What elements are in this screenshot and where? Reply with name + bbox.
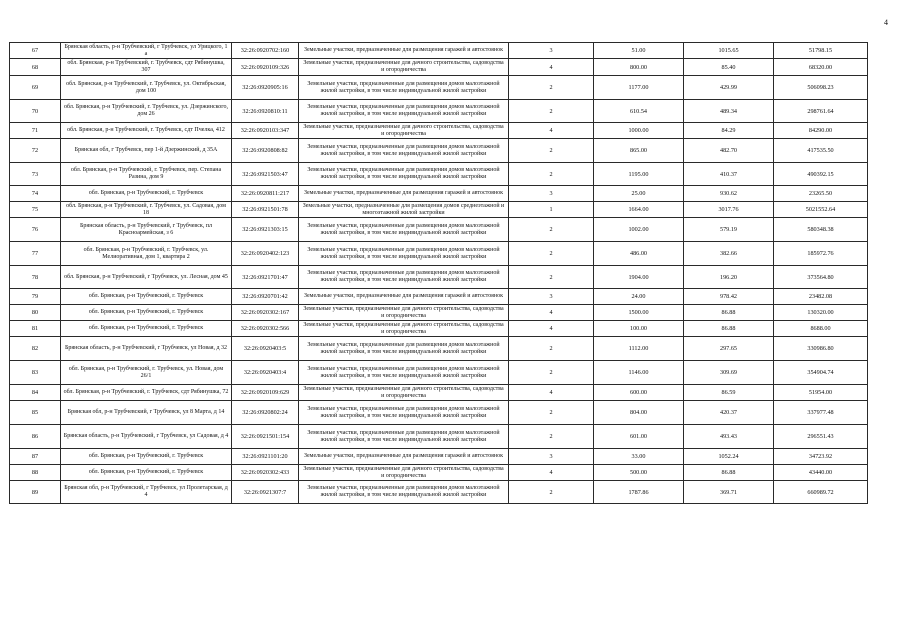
cadastral-number-cell: 32:26:0920702:160 bbox=[232, 43, 299, 59]
address-cell: Брянская область, р-н Трубчевский, г Трубчевск, ул Садовая, д 4 bbox=[61, 425, 232, 449]
specific-value-cell: 420.37 bbox=[684, 401, 774, 425]
address-cell: обл. Брянская, р-н Трубчевский, г. Трубчевск bbox=[61, 465, 232, 481]
table-row bbox=[10, 186, 868, 202]
address-cell: Брянская область, р-н Трубчевский, г Трубчевск, пл Красноармейская, з 6 bbox=[61, 218, 232, 242]
row-number-cell: 77 bbox=[10, 242, 61, 266]
row-number-cell: 82 bbox=[10, 337, 61, 361]
row-number-cell: 89 bbox=[10, 481, 61, 504]
land-use-cell: Земельные участки, предназначенные для дачного строительства, садоводства и огородничества bbox=[299, 321, 509, 337]
table-row bbox=[10, 43, 868, 59]
cadastral-number-cell: 32:26:0921501:78 bbox=[232, 202, 299, 218]
row-number-cell: 85 bbox=[10, 401, 61, 425]
specific-value-cell: 3017.76 bbox=[684, 202, 774, 218]
area-cell: 24.00 bbox=[594, 289, 684, 305]
group-number-cell: 3 bbox=[509, 43, 594, 59]
address-cell: Брянская обл, р-н Трубчевский, г Трубчевск, ул Пролетарская, д 4 bbox=[61, 481, 232, 504]
land-use-cell: Земельные участки, предназначенные для дачного строительства, садоводства и огородничества bbox=[299, 465, 509, 481]
address-cell: обл. Брянская, р-н Трубчевский, г. Трубчевск, сдт Рябинушка, 72 bbox=[61, 385, 232, 401]
land-use-cell: Земельные участки, предназначенные для размещения домов малоэтажной жилой застройки, в том числе индивидуальной жилой застройки bbox=[299, 100, 509, 123]
table-row bbox=[10, 321, 868, 337]
group-number-cell: 4 bbox=[509, 59, 594, 76]
cadastral-cost-cell: 5021552.64 bbox=[774, 202, 868, 218]
row-number-cell: 88 bbox=[10, 465, 61, 481]
address-cell: обл. Брянская, р-н Трубчевский, г. Трубчевск bbox=[61, 289, 232, 305]
cadastral-cost-cell: 185972.76 bbox=[774, 242, 868, 266]
cadastral-cost-cell: 660989.72 bbox=[774, 481, 868, 504]
table-row bbox=[10, 163, 868, 186]
group-number-cell: 2 bbox=[509, 100, 594, 123]
specific-value-cell: 489.34 bbox=[684, 100, 774, 123]
specific-value-cell: 493.43 bbox=[684, 425, 774, 449]
cadastral-number-cell: 32:26:0920109:326 bbox=[232, 59, 299, 76]
table-row bbox=[10, 337, 868, 361]
cadastral-number-cell: 32:26:0920402:123 bbox=[232, 242, 299, 266]
row-number-cell: 69 bbox=[10, 76, 61, 100]
row-number-cell: 72 bbox=[10, 139, 61, 163]
address-cell: обл. Брянская, р-н Трубчевский, г. Трубчевск, ул. Новая, дом 26/1 bbox=[61, 361, 232, 385]
specific-value-cell: 297.65 bbox=[684, 337, 774, 361]
land-use-cell: Земельные участки, предназначенные для размещения гаражей и автостоянок bbox=[299, 289, 509, 305]
specific-value-cell: 930.62 bbox=[684, 186, 774, 202]
cadastral-number-cell: 32:26:0920302:566 bbox=[232, 321, 299, 337]
cadastral-number-cell: 32:26:0920103:347 bbox=[232, 123, 299, 139]
land-use-cell: Земельные участки, предназначенные для размещения домов малоэтажной жилой застройки, в том числе индивидуальной жилой застройки bbox=[299, 266, 509, 289]
cadastral-cost-cell: 51798.15 bbox=[774, 43, 868, 59]
cadastral-cost-cell: 337977.48 bbox=[774, 401, 868, 425]
specific-value-cell: 482.70 bbox=[684, 139, 774, 163]
specific-value-cell: 978.42 bbox=[684, 289, 774, 305]
area-cell: 1195.00 bbox=[594, 163, 684, 186]
table-row bbox=[10, 76, 868, 100]
cadastral-number-cell: 32:26:0920811:217 bbox=[232, 186, 299, 202]
address-cell: обл. Брянская, р-н Трубчевский, г. Трубчевск, сдт Рябинушка, 307 bbox=[61, 59, 232, 76]
cadastral-cost-cell: 298761.64 bbox=[774, 100, 868, 123]
cadastral-cost-cell: 68320.00 bbox=[774, 59, 868, 76]
address-cell: Брянская область, р-н Трубчевский, г Трубчевск, ул Новая, д 32 bbox=[61, 337, 232, 361]
group-number-cell: 2 bbox=[509, 481, 594, 504]
specific-value-cell: 309.69 bbox=[684, 361, 774, 385]
address-cell: обл. Брянская, р-н Трубчевский, г. Трубчевск, ул. Октябрьская, дом 100 bbox=[61, 76, 232, 100]
land-use-cell: Земельные участки, предназначенные для размещения домов малоэтажной жилой застройки, в том числе индивидуальной жилой застройки bbox=[299, 425, 509, 449]
cadastral-number-cell: 32:26:0921307:7 bbox=[232, 481, 299, 504]
group-number-cell: 2 bbox=[509, 361, 594, 385]
specific-value-cell: 196.20 bbox=[684, 266, 774, 289]
table-row bbox=[10, 401, 868, 425]
address-cell: обл. Брянская, р-н Трубчевский, г. Трубчевск, ул. Садовая, дом 18 bbox=[61, 202, 232, 218]
table-row bbox=[10, 449, 868, 465]
cadastral-number-cell: 32:26:0920808:82 bbox=[232, 139, 299, 163]
specific-value-cell: 429.99 bbox=[684, 76, 774, 100]
cadastral-number-cell: 32:26:0921501:154 bbox=[232, 425, 299, 449]
cadastral-cost-cell: 34723.92 bbox=[774, 449, 868, 465]
cadastral-cost-cell: 417535.50 bbox=[774, 139, 868, 163]
table-row bbox=[10, 242, 868, 266]
address-cell: обл. Брянская, р-н Трубчевский, г. Трубчевск, пер. Степана Разина, дом 9 bbox=[61, 163, 232, 186]
row-number-cell: 81 bbox=[10, 321, 61, 337]
area-cell: 600.00 bbox=[594, 385, 684, 401]
row-number-cell: 87 bbox=[10, 449, 61, 465]
cadastral-number-cell: 32:26:0920302:433 bbox=[232, 465, 299, 481]
address-cell: обл. Брянская, р-н Трубчевский, г. Трубчевск bbox=[61, 321, 232, 337]
row-number-cell: 84 bbox=[10, 385, 61, 401]
address-cell: обл. Брянская, р-н Трубчевский, г. Трубчевск, ул. Мелиоративная, дом 1, квартира 2 bbox=[61, 242, 232, 266]
row-number-cell: 79 bbox=[10, 289, 61, 305]
group-number-cell: 2 bbox=[509, 337, 594, 361]
cadastral-cost-cell: 373564.80 bbox=[774, 266, 868, 289]
address-cell: Брянская обл, г Трубчевск, пер 1-й Дзержинский, д 35А bbox=[61, 139, 232, 163]
cadastral-number-cell: 32:26:0920302:167 bbox=[232, 305, 299, 321]
land-use-cell: Земельные участки, предназначенные для размещения домов малоэтажной жилой застройки, в том числе индивидуальной жилой застройки bbox=[299, 361, 509, 385]
cadastral-number-cell: 32:26:0921503:47 bbox=[232, 163, 299, 186]
group-number-cell: 4 bbox=[509, 321, 594, 337]
table-row bbox=[10, 361, 868, 385]
specific-value-cell: 86.88 bbox=[684, 305, 774, 321]
land-use-cell: Земельные участки, предназначенные для дачного строительства, садоводства и огородничества bbox=[299, 385, 509, 401]
cadastral-cost-cell: 8688.00 bbox=[774, 321, 868, 337]
area-cell: 1787.86 bbox=[594, 481, 684, 504]
specific-value-cell: 1052.24 bbox=[684, 449, 774, 465]
address-cell: обл. Брянская, р-н Трубчевский, г Трубчевск, ул. Лесная, дом 45 bbox=[61, 266, 232, 289]
page-number: 4 bbox=[884, 18, 888, 27]
area-cell: 486.00 bbox=[594, 242, 684, 266]
cadastral-cost-cell: 51954.00 bbox=[774, 385, 868, 401]
specific-value-cell: 85.40 bbox=[684, 59, 774, 76]
area-cell: 865.00 bbox=[594, 139, 684, 163]
land-use-cell: Земельные участки, предназначенные для размещения домов малоэтажной жилой застройки, в том числе индивидуальной жилой застройки bbox=[299, 139, 509, 163]
group-number-cell: 4 bbox=[509, 465, 594, 481]
address-cell: Брянская обл, р-н Трубчевский, г Трубчевск, ул 8 Марта, д 14 bbox=[61, 401, 232, 425]
area-cell: 601.00 bbox=[594, 425, 684, 449]
row-number-cell: 74 bbox=[10, 186, 61, 202]
group-number-cell: 3 bbox=[509, 289, 594, 305]
cadastral-cost-cell: 23265.50 bbox=[774, 186, 868, 202]
cadastral-cost-cell: 506098.23 bbox=[774, 76, 868, 100]
group-number-cell: 2 bbox=[509, 266, 594, 289]
group-number-cell: 2 bbox=[509, 218, 594, 242]
cadastral-number-cell: 32:26:0921303:15 bbox=[232, 218, 299, 242]
table-row bbox=[10, 139, 868, 163]
group-number-cell: 4 bbox=[509, 123, 594, 139]
row-number-cell: 67 bbox=[10, 43, 61, 59]
cadastral-number-cell: 32:26:0920403:4 bbox=[232, 361, 299, 385]
land-use-cell: Земельные участки, предназначенные для дачного строительства, садоводства и огородничества bbox=[299, 305, 509, 321]
group-number-cell: 3 bbox=[509, 186, 594, 202]
table-row bbox=[10, 289, 868, 305]
table-row bbox=[10, 266, 868, 289]
land-use-cell: Земельные участки, предназначенные для размещения домов малоэтажной жилой застройки, в том числе индивидуальной жилой застройки bbox=[299, 76, 509, 100]
area-cell: 1664.00 bbox=[594, 202, 684, 218]
land-use-cell: Земельные участки, предназначенные для размещения домов малоэтажной жилой застройки, в том числе индивидуальной жилой застройки bbox=[299, 401, 509, 425]
cadastral-number-cell: 32:26:0920802:24 bbox=[232, 401, 299, 425]
land-use-cell: Земельные участки, предназначенные для размещения домов малоэтажной жилой застройки, в том числе индивидуальной жилой застройки bbox=[299, 218, 509, 242]
cadastral-number-cell: 32:26:0920701:42 bbox=[232, 289, 299, 305]
land-use-cell: Земельные участки, предназначенные для размещения гаражей и автостоянок bbox=[299, 449, 509, 465]
area-cell: 100.00 bbox=[594, 321, 684, 337]
cadastral-cost-cell: 580348.38 bbox=[774, 218, 868, 242]
area-cell: 1002.00 bbox=[594, 218, 684, 242]
address-cell: Брянская область, р-н Трубчевский, г Трубчевск, ул Урицкого, 1 а bbox=[61, 43, 232, 59]
land-use-cell: Земельные участки, предназначенные для дачного строительства, садоводства и огородничества bbox=[299, 59, 509, 76]
group-number-cell: 2 bbox=[509, 401, 594, 425]
address-cell: обл. Брянская, р-н Трубчевский, г. Трубчевск bbox=[61, 449, 232, 465]
area-cell: 25.00 bbox=[594, 186, 684, 202]
land-use-cell: Земельные участки, предназначенные для размещения домов среднеэтажной и многоэтажной жилой застройки bbox=[299, 202, 509, 218]
specific-value-cell: 86.59 bbox=[684, 385, 774, 401]
address-cell: обл. Брянская, р-н Трубчевский, г. Трубчевск bbox=[61, 186, 232, 202]
row-number-cell: 78 bbox=[10, 266, 61, 289]
cadastral-cost-cell: 296551.43 bbox=[774, 425, 868, 449]
group-number-cell: 4 bbox=[509, 305, 594, 321]
row-number-cell: 80 bbox=[10, 305, 61, 321]
group-number-cell: 2 bbox=[509, 242, 594, 266]
group-number-cell: 1 bbox=[509, 202, 594, 218]
land-plots-table bbox=[9, 42, 868, 504]
area-cell: 1177.00 bbox=[594, 76, 684, 100]
area-cell: 804.00 bbox=[594, 401, 684, 425]
table-body bbox=[10, 43, 868, 504]
table-row bbox=[10, 218, 868, 242]
row-number-cell: 83 bbox=[10, 361, 61, 385]
cadastral-number-cell: 32:26:0920403:5 bbox=[232, 337, 299, 361]
land-use-cell: Земельные участки, предназначенные для размещения гаражей и автостоянок bbox=[299, 43, 509, 59]
specific-value-cell: 1015.65 bbox=[684, 43, 774, 59]
row-number-cell: 76 bbox=[10, 218, 61, 242]
row-number-cell: 73 bbox=[10, 163, 61, 186]
cadastral-cost-cell: 84290.00 bbox=[774, 123, 868, 139]
cadastral-cost-cell: 23482.08 bbox=[774, 289, 868, 305]
address-cell: обл. Брянская, р-н Трубчевский, г. Трубчевск bbox=[61, 305, 232, 321]
cadastral-number-cell: 32:26:0920810:11 bbox=[232, 100, 299, 123]
cadastral-number-cell: 32:26:0921101:20 bbox=[232, 449, 299, 465]
land-use-cell: Земельные участки, предназначенные для размещения гаражей и автостоянок bbox=[299, 186, 509, 202]
cadastral-number-cell: 32:26:0921701:47 bbox=[232, 266, 299, 289]
group-number-cell: 2 bbox=[509, 76, 594, 100]
row-number-cell: 71 bbox=[10, 123, 61, 139]
group-number-cell: 2 bbox=[509, 425, 594, 449]
area-cell: 1112.00 bbox=[594, 337, 684, 361]
row-number-cell: 75 bbox=[10, 202, 61, 218]
land-use-cell: Земельные участки, предназначенные для размещения домов малоэтажной жилой застройки, в том числе индивидуальной жилой застройки bbox=[299, 242, 509, 266]
cadastral-number-cell: 32:26:0920109:629 bbox=[232, 385, 299, 401]
cadastral-cost-cell: 490392.15 bbox=[774, 163, 868, 186]
specific-value-cell: 579.19 bbox=[684, 218, 774, 242]
table-row bbox=[10, 305, 868, 321]
group-number-cell: 3 bbox=[509, 449, 594, 465]
cadastral-cost-cell: 130320.00 bbox=[774, 305, 868, 321]
table-row bbox=[10, 481, 868, 504]
land-use-cell: Земельные участки, предназначенные для размещения домов малоэтажной жилой застройки, в том числе индивидуальной жилой застройки bbox=[299, 163, 509, 186]
cadastral-number-cell: 32:26:0920905:16 bbox=[232, 76, 299, 100]
land-use-cell: Земельные участки, предназначенные для размещения домов малоэтажной жилой застройки, в том числе индивидуальной жилой застройки bbox=[299, 481, 509, 504]
area-cell: 1500.00 bbox=[594, 305, 684, 321]
address-cell: обл. Брянская, р-н Трубчевский, г. Трубчевск, ул. Дзержинского, дом 26 bbox=[61, 100, 232, 123]
area-cell: 800.00 bbox=[594, 59, 684, 76]
land-use-cell: Земельные участки, предназначенные для размещения домов малоэтажной жилой застройки, в том числе индивидуальной жилой застройки bbox=[299, 337, 509, 361]
row-number-cell: 68 bbox=[10, 59, 61, 76]
specific-value-cell: 382.66 bbox=[684, 242, 774, 266]
table-row bbox=[10, 100, 868, 123]
specific-value-cell: 86.88 bbox=[684, 321, 774, 337]
area-cell: 1904.00 bbox=[594, 266, 684, 289]
address-cell: обл. Брянская, р-н Трубчевский, г. Трубчевск, сдт Пчелка, 412 bbox=[61, 123, 232, 139]
table-row bbox=[10, 59, 868, 76]
cadastral-cost-cell: 354904.74 bbox=[774, 361, 868, 385]
area-cell: 500.00 bbox=[594, 465, 684, 481]
area-cell: 51.00 bbox=[594, 43, 684, 59]
area-cell: 33.00 bbox=[594, 449, 684, 465]
land-use-cell: Земельные участки, предназначенные для дачного строительства, садоводства и огородничества bbox=[299, 123, 509, 139]
table-row bbox=[10, 123, 868, 139]
row-number-cell: 70 bbox=[10, 100, 61, 123]
group-number-cell: 4 bbox=[509, 385, 594, 401]
table-row bbox=[10, 385, 868, 401]
area-cell: 1000.00 bbox=[594, 123, 684, 139]
area-cell: 1146.00 bbox=[594, 361, 684, 385]
cadastral-cost-cell: 43440.00 bbox=[774, 465, 868, 481]
group-number-cell: 2 bbox=[509, 163, 594, 186]
specific-value-cell: 86.88 bbox=[684, 465, 774, 481]
table-row bbox=[10, 202, 868, 218]
table-row bbox=[10, 465, 868, 481]
cadastral-cost-cell: 330986.80 bbox=[774, 337, 868, 361]
group-number-cell: 2 bbox=[509, 139, 594, 163]
area-cell: 610.54 bbox=[594, 100, 684, 123]
row-number-cell: 86 bbox=[10, 425, 61, 449]
specific-value-cell: 410.37 bbox=[684, 163, 774, 186]
specific-value-cell: 369.71 bbox=[684, 481, 774, 504]
specific-value-cell: 84.29 bbox=[684, 123, 774, 139]
table-row bbox=[10, 425, 868, 449]
